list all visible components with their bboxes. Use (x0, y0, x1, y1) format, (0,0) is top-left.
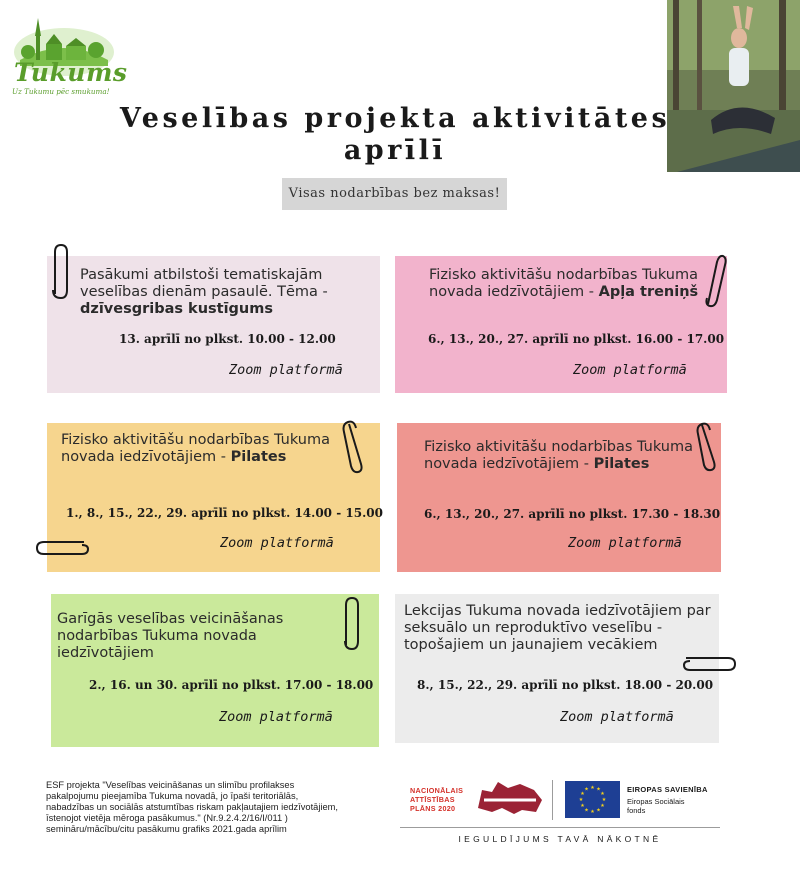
event-topic: Apļa treniņš (598, 284, 699, 300)
paperclip-icon (34, 536, 90, 560)
event-card-5 (51, 594, 379, 747)
logo-tagline: Uz Tukumu pēc smukuma! (12, 87, 110, 96)
svg-text:★: ★ (580, 791, 585, 797)
event-venue: Zoom platformā (220, 535, 334, 551)
title-line-1: Veselības projekta aktivitātes (119, 103, 671, 134)
event-description: Fizisko aktivitāšu nodarbības Tukuma novada iedzīvotājiem - Pilates (61, 432, 330, 465)
event-card-2 (395, 256, 727, 393)
event-date: 6., 13., 20., 27. aprīlī no plkst. 16.00 - 17.00 (428, 332, 725, 346)
svg-text:★: ★ (601, 797, 607, 803)
footer-divider (552, 780, 553, 820)
free-activities-badge: Visas nodarbības bez maksas! (282, 178, 507, 210)
event-description: Lekcijas Tukuma novada iedzīvotājiem par seksuālo un reproduktīvo veselību - topošajiem un jaunajiem vecākiem (404, 603, 711, 653)
latvia-map-icon (474, 778, 546, 818)
event-topic: Pilates (593, 456, 650, 472)
event-venue: Zoom platformā (573, 362, 687, 378)
event-card-4 (397, 423, 721, 572)
paperclip-icon (341, 418, 369, 474)
svg-text:★: ★ (584, 807, 589, 814)
event-date: 1., 8., 15., 22., 29. aprīlī no plkst. 14.00 - 15.00 (66, 506, 383, 520)
event-date: 13. aprīlī no plkst. 10.00 - 12.00 (119, 332, 336, 346)
event-card-6 (395, 594, 719, 743)
svg-text:★: ★ (600, 791, 605, 797)
svg-text:★: ★ (584, 786, 589, 793)
paperclip-icon (694, 420, 722, 472)
svg-text:★: ★ (600, 803, 605, 809)
event-venue: Zoom platformā (568, 535, 682, 551)
svg-text:★: ★ (596, 807, 601, 814)
project-footnote: ESF projekta "Veselības veicināšanas un slimību profilakses pakalpojumu pieejamība Tukuma novadā, jo īpaši teritoriālās, nabadzības un sociālās atstumtības riskam pakļautajiem iedzīvotājiem, īstenojot vietēja mēroga pasākumus." (Nr.9.2.4.2/16/I/011 ) semināru/mācību/citu pasākumu grafiks 2021.gada aprīlim (46, 780, 338, 834)
paperclip-icon (698, 252, 728, 308)
event-venue: Zoom platformā (219, 709, 333, 725)
nap-label: NACIONĀLAIS ATTĪSTĪBAS PLĀNS 2020 (410, 786, 464, 813)
event-date: 8., 15., 22., 29. aprīlī no plkst. 18.00 - 20.00 (417, 678, 714, 692)
event-date: 2., 16. un 30. aprīlī no plkst. 17.00 - 18.00 (89, 678, 374, 692)
event-card-1 (47, 256, 380, 393)
paperclip-icon (680, 652, 738, 676)
event-description: Fizisko aktivitāšu nodarbības Tukuma novada iedzīvotājiem - Pilates (424, 439, 693, 472)
eu-title: EIROPAS SAVIENĪBA (627, 785, 708, 794)
page-title (110, 103, 680, 167)
logo-wordmark: Tukums (14, 58, 128, 87)
event-description: Garīgās veselības veicināšanas nodarbības Tukuma novada iedzīvotājiem (57, 611, 284, 661)
title-line-2: aprīlī (343, 135, 447, 166)
svg-text:★: ★ (580, 803, 585, 809)
svg-text:★: ★ (578, 797, 584, 803)
paperclip-icon (340, 595, 364, 653)
eu-flag-icon (565, 781, 620, 818)
paperclip-icon (49, 242, 73, 302)
investment-slogan: IEGULDĪJUMS TAVĀ NĀKOTNĒ (458, 834, 662, 844)
svg-text:★: ★ (590, 785, 595, 791)
svg-text:★: ★ (590, 809, 595, 815)
event-description: Fizisko aktivitāšu nodarbības Tukuma novada iedzīvotājiem - Apļa treniņš (429, 267, 699, 300)
event-topic: Pilates (230, 449, 287, 465)
event-venue: Zoom platformā (560, 709, 674, 725)
event-description: Pasākumi atbilstoši tematiskajām veselības dienām pasaulē. Tēma - dzīvesgribas kustīgums (80, 267, 328, 317)
eu-fund: Eiropas Sociālais fonds (627, 797, 685, 815)
footer-rule (400, 827, 720, 828)
event-card-3 (47, 423, 383, 572)
event-topic: dzīvesgribas kustīgums (80, 301, 273, 317)
event-date: 6., 13., 20., 27. aprīlī no plkst. 17.30 - 18.30 (424, 507, 721, 521)
svg-text:★: ★ (596, 786, 601, 793)
event-venue: Zoom platformā (229, 362, 343, 378)
yoga-photo (667, 0, 800, 172)
